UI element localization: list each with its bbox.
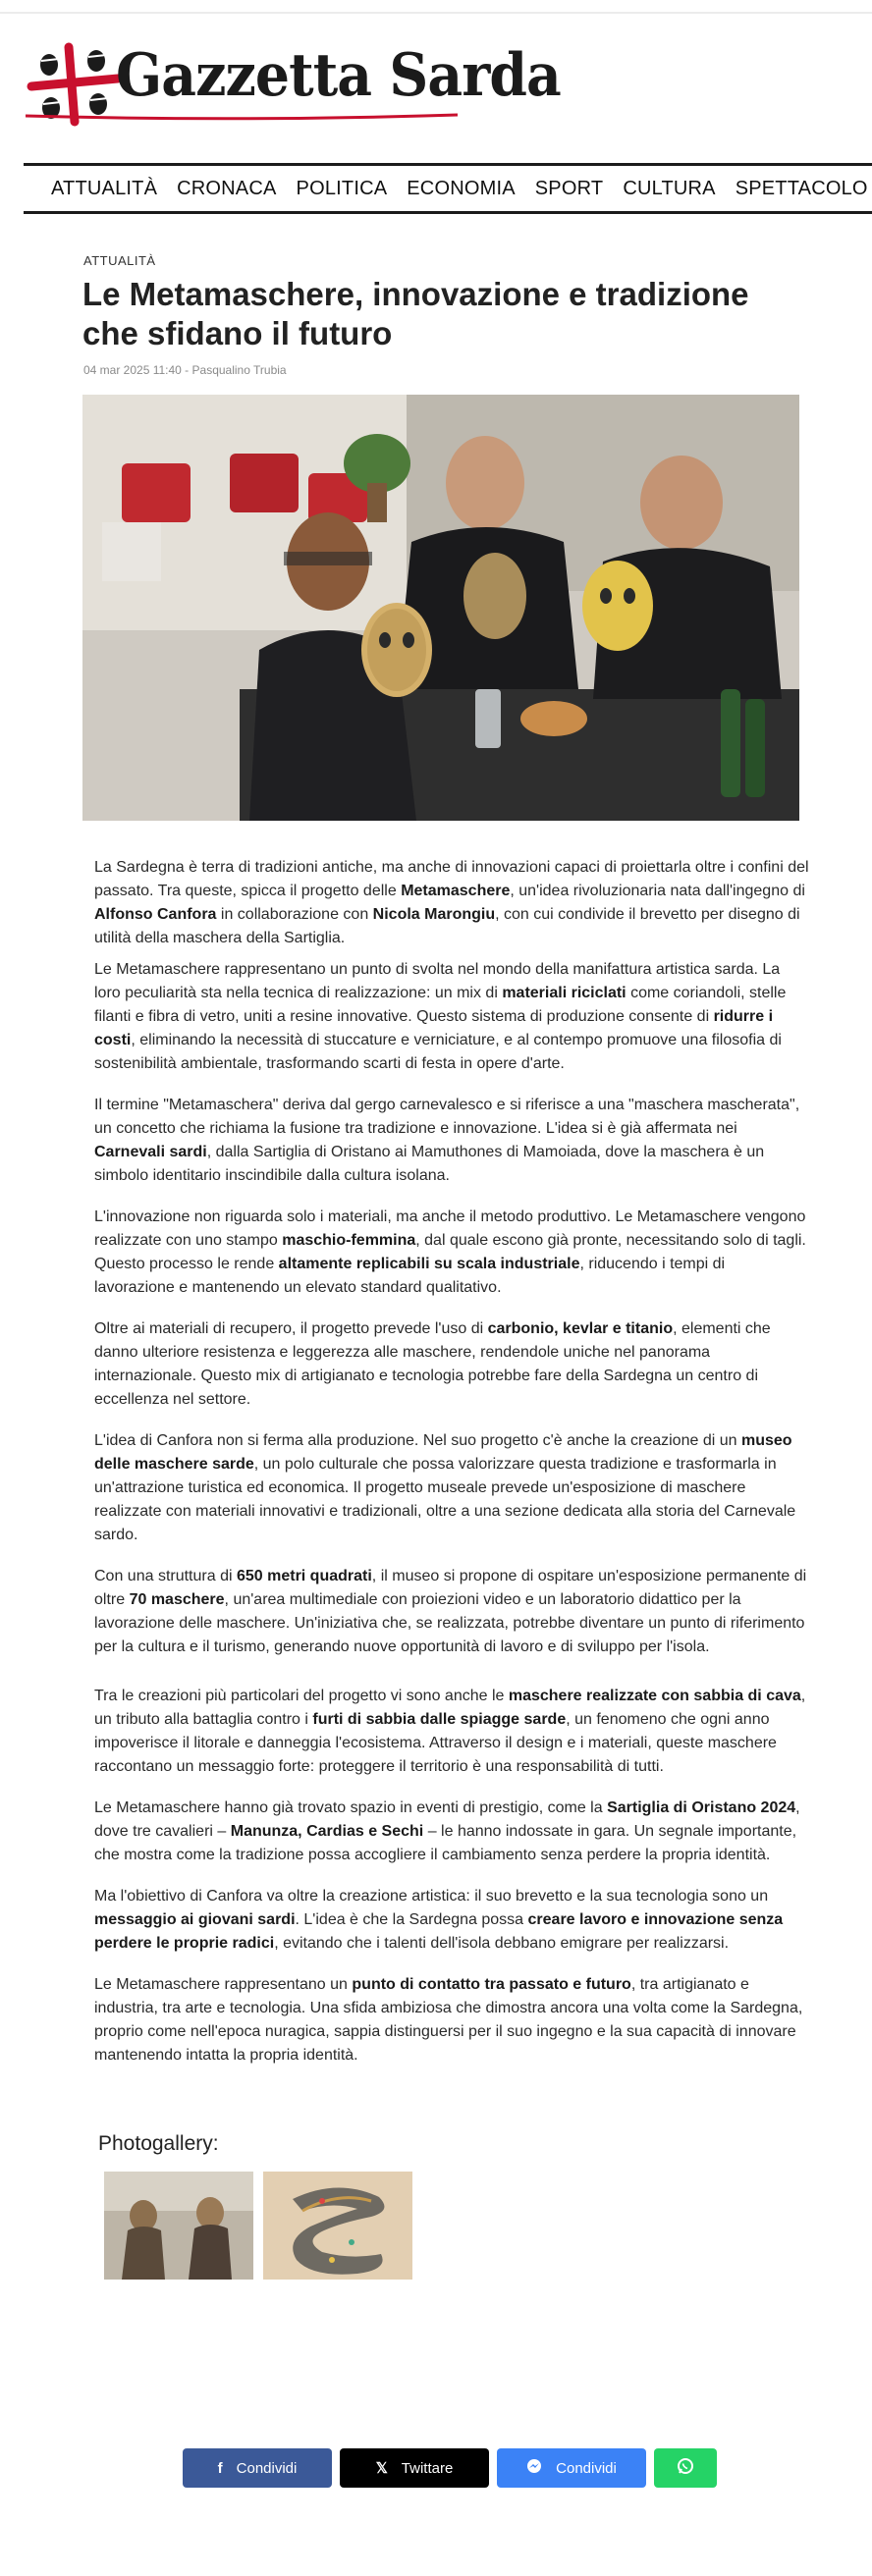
article-title: Le Metamaschere, innovazione e tradizione che sfidano il futuro [82, 276, 749, 351]
logo-red-swoosh [26, 113, 458, 123]
article-paragraph: Ma l'obiettivo di Canfora va oltre la creazione artistica: il suo brevetto e la sua tecnologia sono un messaggio ai giovani sardi. L'idea è che la Sardegna possa creare lavoro e innovazione senza perdere le proprie radici, evitando che i talenti dell'isola debbano emigrare per realizzarsi. [94, 1888, 784, 1952]
article-paragraph: L'innovazione non riguarda solo i materiali, ma anche il metodo produttivo. Le Metamaschere vengono realizzate con uno stampo maschio-femmina, dal quale escono già pronte, necessitando solo di tagli. Questo processo le rende altamente replicabili su scala industriale, riducendo i tempi di lavorazione e mantenendo un elevato standard qualitativo. [94, 1208, 806, 1296]
nav-item-economia[interactable]: ECONOMIA [407, 177, 516, 199]
gallery-photo-illustration [263, 2172, 412, 2280]
article-paragraph: Tra le creazioni più particolari del progetto vi sono anche le maschere realizzate con sabbia di cava, un tributo alla battaglia contro i furti di sabbia dalle spiagge sarde, un fenomeno che ogni anno impoverisce il litorale e danneggia l'ecosistema. Attraverso il design e i materiali, queste maschere raccontano un messaggio forte: proteggere il territorio è una responsabilità di tutti. [94, 1688, 806, 1775]
gallery-thumbnail[interactable] [263, 2172, 412, 2280]
article-paragraph: Le Metamaschere rappresentano un punto di contatto tra passato e futuro, tra artigianato e industria, tra arte e tecnologia. Una sfida ambiziosa che dimostra ancora una volta come la Sardegna, proprio come nell'epoca nuragica, sappia distinguersi per il suo ingegno e la sua capacità di innovare mantenendo intatta la propria identità. [94, 1976, 803, 2064]
article-paragraph: Le Metamaschere rappresentano un punto di svolta nel mondo della manifattura artistica sarda. La loro peculiarità sta nella tecnica di realizzazione: un mix di materiali riciclati come coriandoli, stelle filanti e fibra di vetro, uniti a resine innovative. Questo sistema di produzione consente di ridurre i costi, eliminando la necessità di stuccature e verniciature, e al contempo promuove una filosofia di sostenibilità ambientale, trasformando scarti di festa in opere d'arte. [94, 961, 787, 1072]
article-paragraph: Oltre ai materiali di recupero, il progetto prevede l'uso di carbonio, kevlar e titanio, elementi che danno ulteriore resistenza e leggerezza alle maschere, rendendole uniche nel panorama internazionale. Questo mix di artigianato e tecnologia potrebbe fare della Sardegna un centro di eccellenza nel settore. [94, 1320, 771, 1408]
share-whatsapp-button[interactable] [654, 2448, 717, 2488]
article-category[interactable]: ATTUALITÀ [83, 253, 156, 268]
share-twitter-label: Twittare [401, 2459, 454, 2477]
article-body [94, 856, 809, 2075]
site-logo[interactable] [22, 39, 561, 128]
article-meta: 04 mar 2025 11:40 - Pasqualino Trubia [83, 363, 287, 377]
gallery-title: Photogallery: [98, 2132, 219, 2155]
share-facebook-label: Condividi [236, 2459, 298, 2477]
x-icon: 𝕏 [375, 2460, 388, 2477]
share-facebook-button[interactable] [183, 2448, 332, 2488]
share-messenger-button[interactable] [497, 2448, 646, 2488]
main-nav [24, 163, 872, 214]
facebook-icon: f [217, 2459, 223, 2477]
nav-item-cronaca[interactable]: CRONACA [177, 177, 277, 199]
article-hero-photo[interactable] [82, 395, 799, 821]
nav-item-politica[interactable]: POLITICA [296, 177, 388, 199]
whatsapp-icon [677, 2457, 694, 2479]
nav-item-sport[interactable]: SPORT [534, 177, 604, 199]
article-paragraph: Con una struttura di 650 metri quadrati, il museo si propone di ospitare un'esposizione permanente di oltre 70 maschere, un'area multimediale con proiezioni video e un laboratorio didattico per la lavorazione delle maschere. Un'iniziativa che, se realizzata, potrebbe diventare un punto di riferimento per la cultura e il turismo, generando nuove opportunità di lavoro e di sviluppo per l'isola. [94, 1568, 807, 1655]
gallery-thumbnail[interactable] [104, 2172, 253, 2280]
share-messenger-label: Condividi [556, 2459, 617, 2477]
share-twitter-button[interactable] [340, 2448, 489, 2488]
nav-item-attualita[interactable]: ATTUALITÀ [51, 177, 158, 199]
nav-item-spettacolo[interactable]: SPETTACOLO [735, 177, 868, 199]
gallery-photo-illustration [104, 2172, 253, 2280]
messenger-icon [526, 2458, 542, 2478]
hero-photo-illustration [82, 395, 799, 821]
article-paragraph: L'idea di Canfora non si ferma alla produzione. Nel suo progetto c'è anche la creazione di un museo delle maschere sarde, un polo culturale che possa valorizzare questa tradizione e trasformarla in un'attrazione turistica ed economica. Il progetto museale prevede un'esposizione di maschere realizzate con materiali innovativi e tradizionali, oltre a una sezione dedicata alla storia del Carnevale sardo. [94, 1432, 796, 1543]
site-name: Gazzetta Sarda [116, 41, 561, 110]
article-paragraph: La Sardegna è terra di tradizioni antiche, ma anche di innovazioni capaci di proiettarla oltre i confini del passato. Tra queste, spicca il progetto delle Metamaschere, un'idea rivoluzionaria nata dall'ingegno di Alfonso Canfora in collaborazione con Nicola Marongiu, con cui condivide il brevetto per disegno di utilità della maschera della Sartiglia. [94, 859, 809, 946]
nav-item-cultura[interactable]: CULTURA [623, 177, 716, 199]
article-paragraph: Le Metamaschere hanno già trovato spazio in eventi di prestigio, come la Sartiglia di Oristano 2024, dove tre cavalieri – Manunza, Cardias e Sechi – le hanno indossate in gara. Un segnale importante, che mostra come la tradizione possa accogliere il cambiamento senza perdere la propria identità. [94, 1799, 800, 1863]
article-paragraph: Il termine "Metamaschera" deriva dal gergo carnevalesco e si riferisce a una "maschera mascherata", un concetto che richiama la fusione tra tradizione e innovazione. L'idea si è già affermata nei Carnevali sardi, dalla Sartiglia di Oristano ai Mamuthones di Mamoiada, dove la maschera è un simbolo identitario inscindibile dalla cultura isolana. [94, 1097, 800, 1184]
top-divider [0, 12, 872, 14]
